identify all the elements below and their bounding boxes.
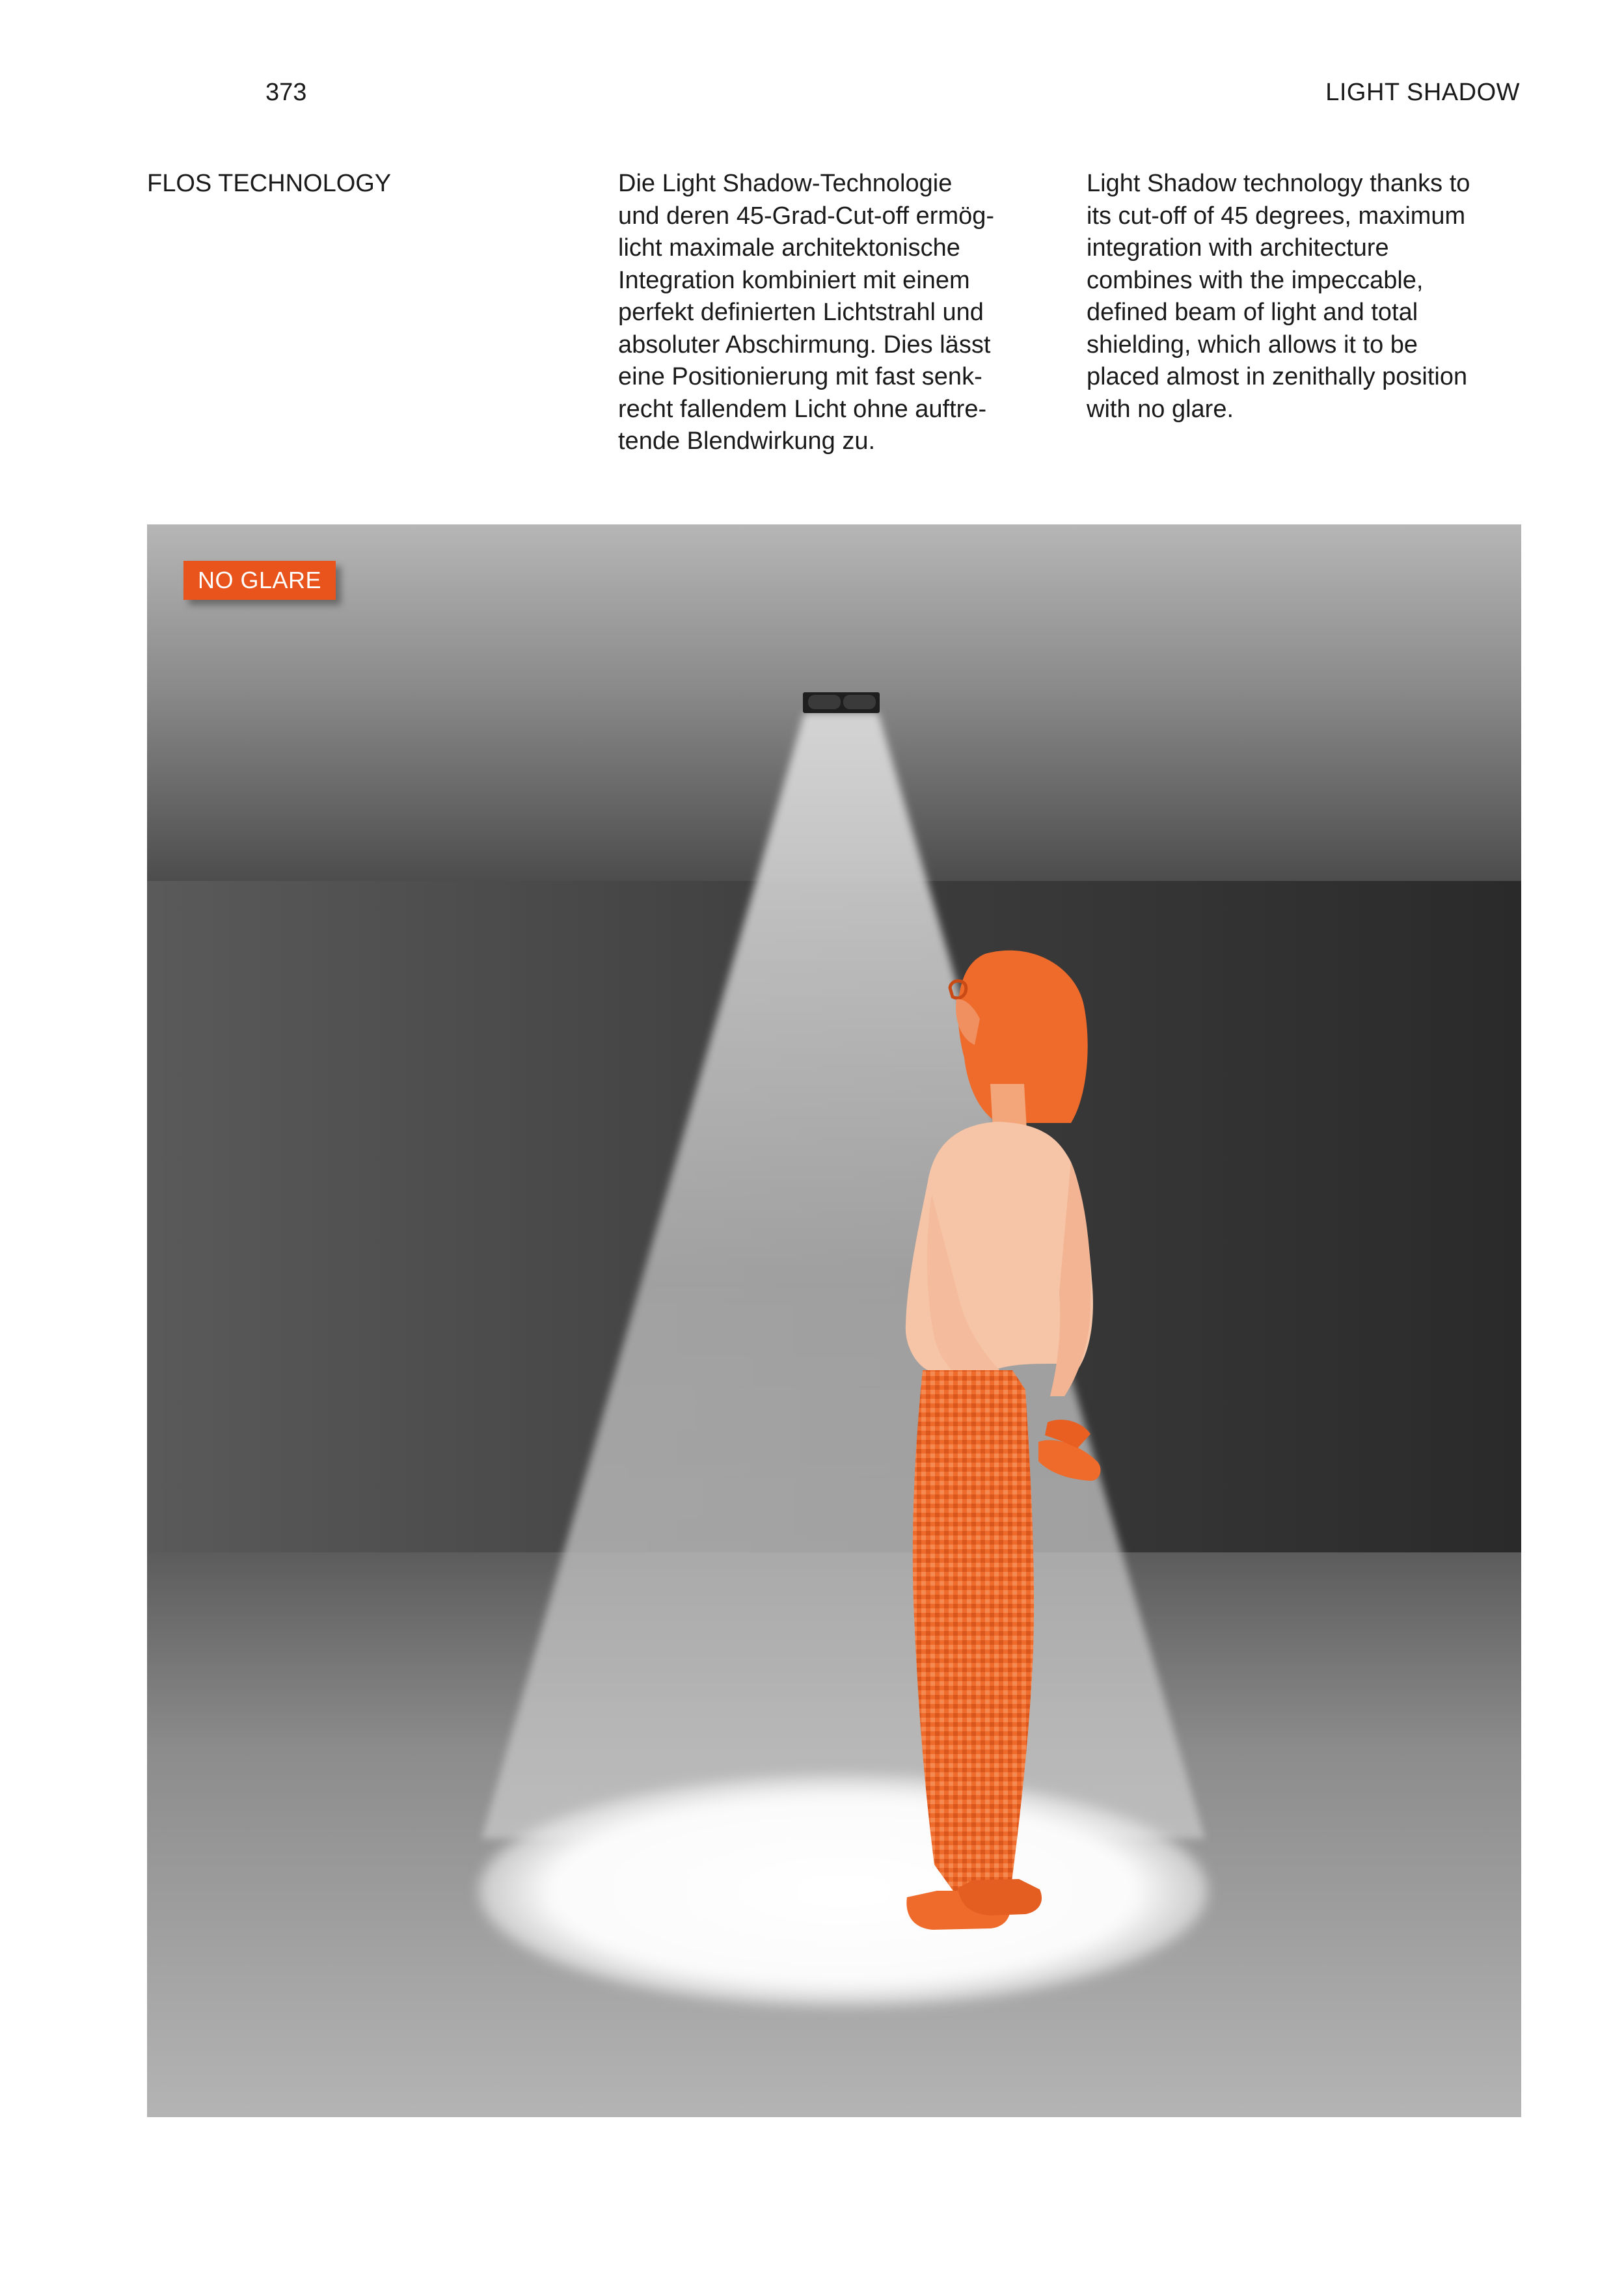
german-text-line: perfekt definierten Lichtstrahl und (618, 299, 984, 326)
german-text-line: absoluter Abschirmung. Dies lässt (618, 331, 991, 358)
english-text-line: with no glare. (1087, 395, 1234, 423)
english-text-line: combines with the impeccable, (1087, 266, 1424, 294)
no-glare-badge: NO GLARE (183, 561, 336, 600)
english-text-line: shielding, which allows it to be (1087, 331, 1418, 358)
german-text-line: Die Light Shadow-Technologie (618, 170, 953, 197)
section-label: FLOS TECHNOLOGY (147, 170, 392, 197)
english-text-line: its cut-off of 45 degrees, maximum (1087, 202, 1466, 230)
english-text-line: defined beam of light and total (1087, 299, 1418, 326)
german-text-line: tende Blendwirkung zu. (618, 427, 876, 455)
running-title: LIGHT SHADOW (1325, 79, 1520, 106)
no-glare-illustration (147, 524, 1521, 2117)
german-text-line: und deren 45-Grad-Cut-off ermög- (618, 202, 995, 230)
room-scene (147, 524, 1521, 2117)
german-text-line: eine Positionierung mit fast senk- (618, 363, 982, 390)
german-text-column (618, 168, 1061, 458)
ceiling-luminaire-icon (803, 692, 880, 713)
german-text-line: Integration kombiniert mit einem (618, 266, 970, 294)
german-text-line: recht fallendem Licht ohne auftre- (618, 395, 987, 423)
page-number: 373 (265, 79, 307, 106)
english-text-column (1087, 168, 1542, 426)
light-pool (479, 1775, 1208, 2007)
english-text-line: Light Shadow technology thanks to (1087, 170, 1470, 197)
english-text-line: integration with architecture (1087, 234, 1389, 262)
german-text-line: licht maximale architektonische (618, 234, 960, 262)
english-text-line: placed almost in zenithally position (1087, 363, 1468, 390)
